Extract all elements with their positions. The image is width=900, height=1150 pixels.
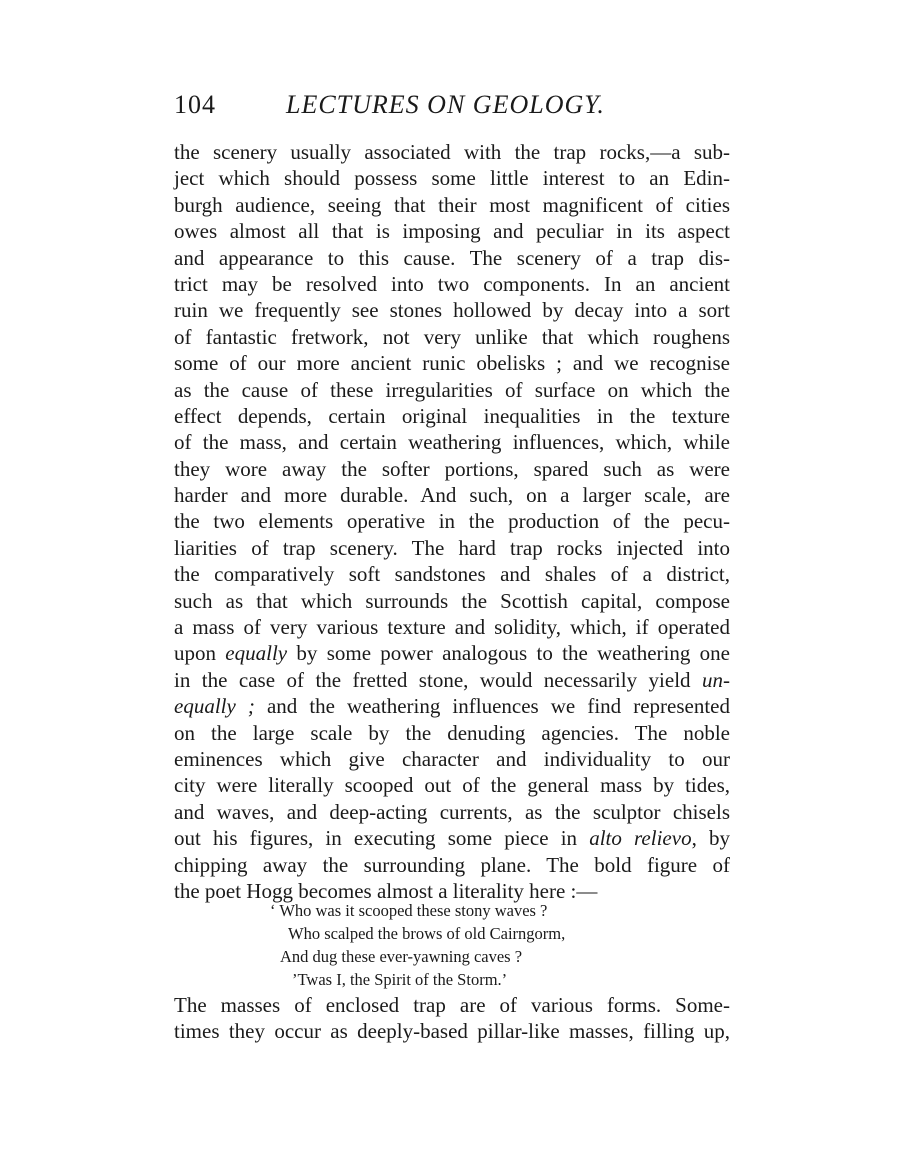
text-line: the comparatively soft sandstones and shales of a district, xyxy=(174,562,730,587)
text-line: The masses of enclosed trap are of various forms. Some- xyxy=(174,993,730,1017)
text-line: times they occur as deeply-based pillar-like masses, filling up, xyxy=(174,1019,730,1044)
text-line: and waves, and deep-acting currents, as the sculptor chisels xyxy=(174,799,730,824)
italic-text: equally xyxy=(225,641,288,666)
verse-line: And dug these ever-yawning caves ? xyxy=(280,947,523,966)
text-line: of the mass, and certain weathering influences, which, while xyxy=(174,430,730,455)
text-line: liarities of trap scenery. The hard trap rocks injected into xyxy=(174,535,730,560)
text-line: owes almost all that is imposing and peculiar in its aspect xyxy=(174,219,730,244)
verse-quotation xyxy=(270,899,670,991)
text-run: in the case of the fretted stone, would necessarily yield xyxy=(174,667,702,692)
text-line: eminences which give character and individuality to our xyxy=(174,746,730,771)
paragraph-continuation xyxy=(174,992,730,1045)
text-line: on the large scale by the denuding agencies. The noble xyxy=(174,720,730,745)
text-line xyxy=(174,667,730,693)
text-line: trict may be resolved into two components. In an ancient xyxy=(174,271,730,296)
page-header xyxy=(174,90,734,126)
verse-line: ’Twas I, the Spirit of the Storm.’ xyxy=(292,970,508,989)
text-line xyxy=(174,693,730,719)
text-line: harder and more durable. And such, on a larger scale, are xyxy=(174,483,730,508)
text-line: they wore away the softer portions, spared such as were xyxy=(174,456,730,481)
text-run: , by xyxy=(691,826,730,851)
text-line: effect depends, certain original inequalities in the texture xyxy=(174,403,730,428)
page-number: 104 xyxy=(174,90,216,119)
text-line: of fantastic fretwork, not very unlike that which roughens xyxy=(174,324,730,349)
italic-text: equally ; xyxy=(174,694,255,719)
text-line xyxy=(174,640,730,666)
text-line: and appearance to this cause. The scenery of a trap dis- xyxy=(174,245,730,270)
text-line: the poet Hogg becomes almost a literality here :— xyxy=(174,878,598,903)
text-line: a mass of very various texture and solidity, which, if operated xyxy=(174,615,730,640)
text-line: city were literally scooped out of the general mass by tides, xyxy=(174,773,730,798)
text-line: ruin we frequently see stones hollowed by decay into a sort xyxy=(174,298,730,323)
text-line: the two elements operative in the production of the pecu- xyxy=(174,509,730,534)
verse-line: Who scalped the brows of old Cairngorm, xyxy=(288,924,566,943)
text-line: the scenery usually associated with the trap rocks,—a sub- xyxy=(174,140,730,164)
italic-text: alto relievo xyxy=(589,826,692,851)
text-run: out his figures, in executing some piece in xyxy=(174,826,590,851)
text-run: by some power analogous to the weathering one xyxy=(287,641,730,666)
running-title: LECTURES ON GEOLOGY. xyxy=(286,90,605,119)
text-run: and the weathering influences we find represented xyxy=(254,694,730,719)
text-line: chipping away the surrounding plane. The bold figure of xyxy=(174,852,730,877)
paragraph-main xyxy=(174,139,730,904)
text-run: upon xyxy=(174,641,226,666)
text-line: some of our more ancient runic obelisks ; and we recognise xyxy=(174,351,730,376)
text-line xyxy=(174,825,730,851)
italic-text: un- xyxy=(702,667,730,692)
verse-line: ‘ Who was it scooped these stony waves ? xyxy=(270,901,548,920)
text-line: such as that which surrounds the Scottish capital, compose xyxy=(174,588,730,613)
text-line: burgh audience, seeing that their most magnificent of cities xyxy=(174,192,730,217)
text-line: ject which should possess some little interest to an Edin- xyxy=(174,166,730,191)
text-line: as the cause of these irregularities of surface on which the xyxy=(174,377,730,402)
